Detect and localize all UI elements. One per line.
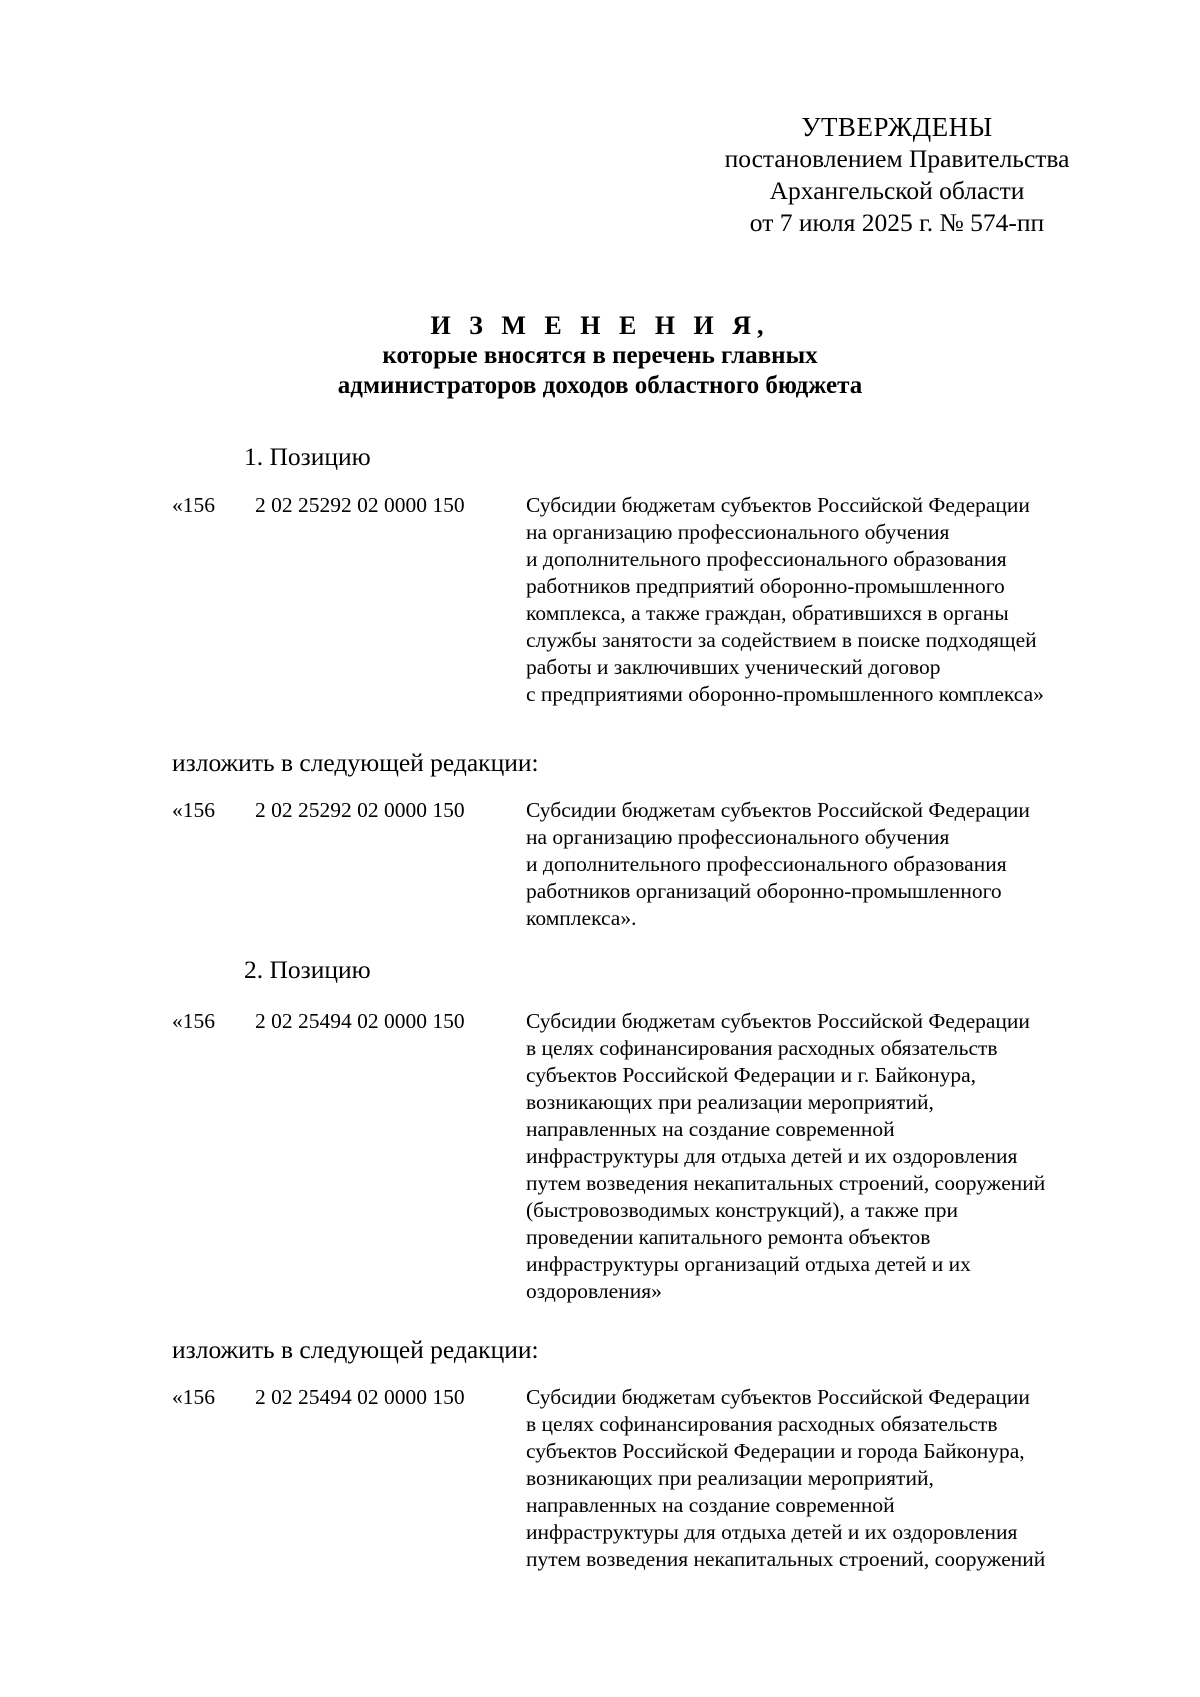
approval-block [687, 111, 1107, 239]
approval-title: УТВЕРЖДЕНЫ [801, 112, 993, 142]
budget-code: 2 02 25494 02 0000 150 [255, 1009, 465, 1033]
approval-line-1: постановлением Правительства [724, 144, 1070, 173]
item-2-instruction: изложить в следующей редакции: [172, 1335, 539, 1364]
document-heading [0, 311, 1200, 401]
approval-line-2: Архангельской области [769, 176, 1025, 205]
approval-line-3: от 7 июля 2025 г. № 574-пп [749, 208, 1045, 237]
admin-code: «156 [172, 493, 215, 517]
income-description: Субсидии бюджетам субъектов Российской Федерации в целях софинансирования расходных обязательств субъектов Российской Федерации и г. Байконура, возникающих при реализации мероприятий, направленных на создание современной инфраструктуры для отдыха детей и их оздоровления путем возведения некапитальных строений, сооружений (быстровозводимых конструкций), а также при проведении капитального ремонта объектов инфраструктуры организаций отдыха детей и их оздоровления» [526, 1009, 1046, 1303]
heading-title: И З М Е Н Е Н И Я, [430, 311, 770, 340]
heading-subtitle-2: администраторов доходов областного бюджета [337, 372, 863, 399]
admin-code: «156 [172, 1009, 215, 1033]
budget-code: 2 02 25494 02 0000 150 [255, 1385, 465, 1409]
budget-code: 2 02 25292 02 0000 150 [255, 493, 465, 517]
item-1-label: 1. Позицию [244, 442, 371, 471]
income-description: Субсидии бюджетам субъектов Российской Федерации в целях софинансирования расходных обязательств субъектов Российской Федерации и города Байконура, возникающих при реализации мероприятий, направленных на создание современной инфраструктуры для отдыха детей и их оздоровления путем возведения некапитальных строений, сооружений [526, 1385, 1046, 1571]
admin-code: «156 [172, 1385, 215, 1409]
heading-subtitle-1: которые вносятся в перечень главных [382, 342, 818, 369]
item-2-label: 2. Позицию [244, 955, 371, 984]
item-1-instruction: изложить в следующей редакции: [172, 748, 539, 777]
budget-code: 2 02 25292 02 0000 150 [255, 798, 465, 822]
income-description: Субсидии бюджетам субъектов Российской Федерации на организацию профессионального обучения и дополнительного профессионального образования работников организаций оборонно-промышленного комплекса». [526, 798, 1030, 930]
admin-code: «156 [172, 798, 215, 822]
income-description: Субсидии бюджетам субъектов Российской Федерации на организацию профессионального обучения и дополнительного профессионального образования работников предприятий оборонно-промышленного комплекса, а также граждан, обратившихся в органы службы занятости за содействием в поиске подходящей работы и заключивших ученический договор с предприятиями оборонно-промышленного комплекса» [526, 493, 1044, 706]
